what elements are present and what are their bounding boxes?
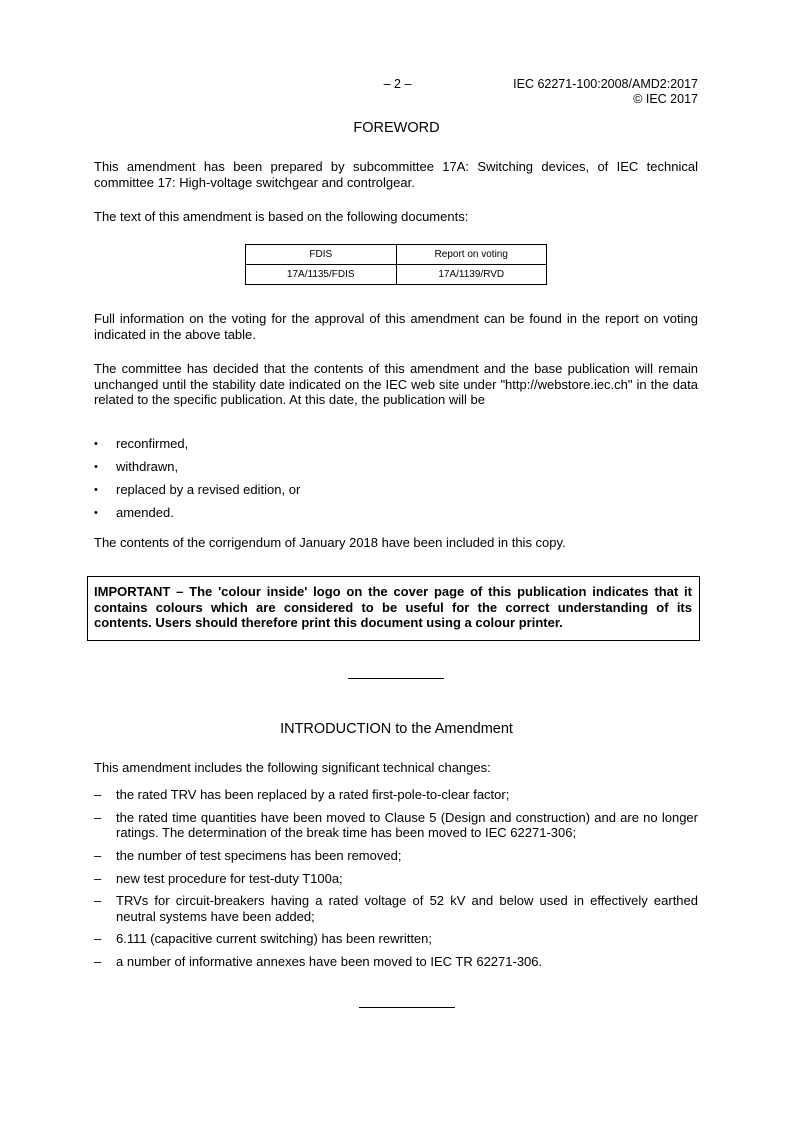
technical-changes-list (94, 787, 698, 977)
list-item-text: new test procedure for test-duty T100a; (116, 870, 343, 886)
list-item-text: reconfirmed, (116, 436, 189, 451)
list-item-text: a number of informative annexes have been moved to IEC TR 62271-306. (116, 954, 543, 970)
list-item (94, 871, 698, 887)
foreword-paragraph-3: Full information on the voting for the approval of this amendment can be found in the report on voting indicated in the above table. (94, 311, 698, 342)
page-number: – 2 – (383, 77, 412, 91)
dash-icon: – (94, 931, 102, 947)
copyright: © IEC 2017 (633, 91, 698, 106)
doc-ref: IEC 62271-100:2008/AMD2:2017 (513, 77, 698, 91)
list-item-text: 6.111 (capacitive current switching) has been rewritten; (116, 931, 433, 947)
list-item-text: amended. (116, 505, 174, 520)
bullet-icon: • (94, 507, 98, 519)
bullet-icon: • (94, 484, 98, 496)
foreword-paragraph-2: The text of this amendment is based on the following documents: (94, 209, 469, 224)
table-header-row (246, 245, 547, 265)
corrigendum-note: The contents of the corrigendum of January 2018 have been included in this copy. (94, 535, 566, 550)
list-item-text: the number of test specimens has been removed; (116, 847, 402, 863)
foreword-title: FOREWORD (353, 120, 440, 136)
list-item (94, 436, 698, 459)
dash-icon: – (94, 870, 102, 886)
list-item-text: replaced by a revised edition, or (116, 482, 301, 497)
dash-icon: – (94, 809, 102, 825)
list-item (94, 459, 698, 482)
table-row (246, 265, 547, 285)
document-reference (440, 77, 698, 106)
voting-documents-table (245, 244, 547, 285)
table-cell: 17A/1139/RVD (396, 265, 547, 285)
table-header-cell: FDIS (246, 245, 397, 265)
list-item (94, 482, 698, 505)
foreword-paragraph-1: This amendment has been prepared by subcommittee 17A: Switching devices, of IEC technical committee 17: High-voltage switchgear and controlgear. (94, 159, 698, 190)
dash-icon: – (94, 847, 102, 863)
important-notice-box: IMPORTANT – The 'colour inside' logo on the cover page of this publication indicates that it contains colours which are considered to be useful for the correct understanding of its contents. Users should therefore print this document using a colour printer. (87, 576, 700, 641)
dash-icon: – (94, 787, 102, 802)
list-item (94, 893, 698, 924)
table-cell: 17A/1135/FDIS (246, 265, 397, 285)
list-item (94, 787, 698, 803)
foreword-paragraph-4: The committee has decided that the contents of this amendment and the base publication will remain unchanged until the stability date indicated on the IEC web site under "http://webstore.iec.ch" in the data related to the specific publication. At this date, the publication will be (94, 361, 698, 407)
dash-icon: – (94, 893, 102, 909)
list-item-text: TRVs for circuit-breakers having a rated voltage of 52 kV and below used in effectively earthed neutral systems have been added; (116, 893, 698, 924)
dash-icon: – (94, 954, 102, 970)
table-header-cell: Report on voting (396, 245, 547, 265)
list-item (94, 505, 698, 528)
end-divider (359, 1007, 455, 1008)
list-item-text: the rated time quantities have been moved to Clause 5 (Design and construction) and are no longer ratings. The determination of the break time has been moved to IEC 62271-306; (116, 809, 698, 841)
list-item-text: withdrawn, (116, 459, 179, 474)
list-item (94, 848, 698, 864)
introduction-lead: This amendment includes the following significant technical changes: (94, 760, 491, 775)
bullet-icon: • (94, 438, 98, 450)
bullet-icon: • (94, 461, 98, 473)
section-divider (348, 678, 444, 679)
list-item (94, 954, 698, 970)
list-item (94, 810, 698, 841)
list-item (94, 931, 698, 947)
publication-options-list (94, 436, 698, 528)
list-item-text: the rated TRV has been replaced by a rated first-pole-to-clear factor; (116, 787, 510, 802)
introduction-title: INTRODUCTION to the Amendment (280, 721, 513, 737)
